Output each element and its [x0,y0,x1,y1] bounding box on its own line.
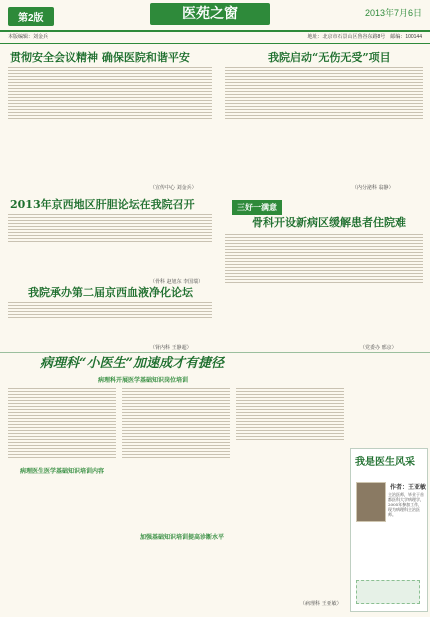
byline-a5: （肾内科 王静超） [150,345,192,351]
section-tab: 第2版 [8,7,54,26]
feature-title: 病理科“小医生”加速成才有捷径 [40,356,224,371]
feature-subtitle-3: 加强基础知识培训提高诊断水平 [140,534,225,541]
headline-a4: 骨科开设新病区缓解患者住院难 [252,216,406,229]
headline-a5: 我院承办第二届京西血液净化论坛 [28,286,193,299]
issue-date: 2013年7月6日 [364,8,422,18]
article-a2-body [225,65,423,180]
feature-col-1 [8,386,116,611]
article-a5-body [8,300,212,344]
editor-line: 本版编辑：刘金兵 [8,34,49,40]
masthead-title: 医苑之窗 [150,3,270,25]
section-badge: 三好一满意 [232,200,282,215]
headline-a3: 2013年京西地区肝胆论坛在我院召开 [10,198,195,211]
feature-subtitle-1: 病理科开展医学基础知识岗位培训 [98,377,189,384]
byline-a1: （宣传中心 刘金兵） [150,185,197,191]
feature-subtitle-2: 病理医生医学基础知识培训内容 [20,468,105,475]
feature-col-3 [236,386,344,611]
article-a1-body [8,65,212,180]
author-bio: 主治医师，毕业于首都医科大学病理学，2005年参加工作，现为病理科主治医师。 [388,492,424,517]
author-photo [356,482,386,522]
byline-a6: （病理科 王亚敏） [300,601,342,607]
byline-a2: （内分泌科 翁静） [352,185,394,191]
article-a4-body [225,232,423,344]
headline-a2: 我院启动“无伤无受”项目 [268,51,391,64]
byline-a3: （骨科 赵旭东 李国瑞） [150,279,204,285]
feature-col-2 [122,386,230,611]
top-bar [0,0,430,30]
author-name: 作者：王亚敏 [390,485,427,491]
article-a3-body [8,212,212,276]
headline-a1: 贯彻安全会议精神 确保医院和谐平安 [10,51,190,64]
byline-a4: （党委办 邢京） [360,345,397,351]
address-line: 地址：北京市石景山区鲁谷东路8号 邮编：100144 [307,34,422,40]
sidebar-card-title: 我是医生风采 [355,457,415,468]
meta-line [0,30,430,44]
decorative-stamp [356,580,420,604]
